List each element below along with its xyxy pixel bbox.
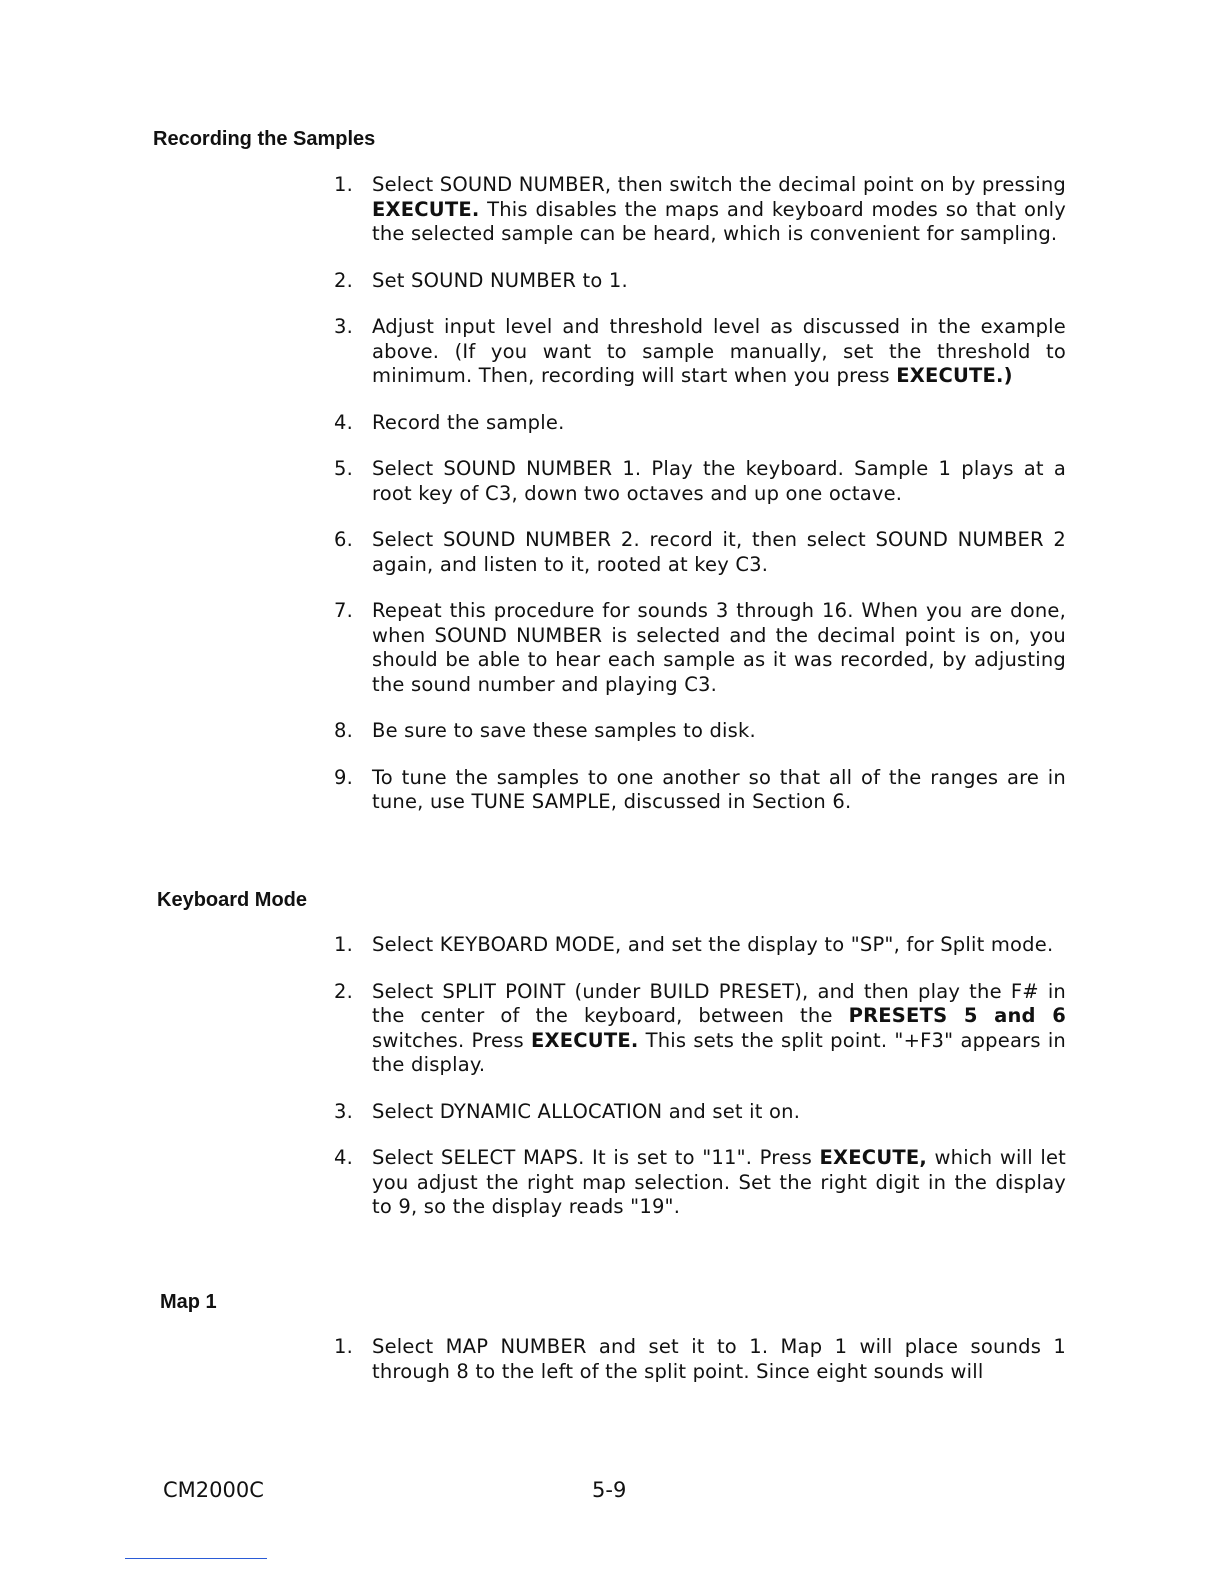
item-number: 7. <box>334 599 354 622</box>
list-item <box>334 1100 1066 1125</box>
item-text: Select DYNAMIC ALLOCATION and set it on. <box>372 1099 801 1123</box>
list-item <box>334 457 1066 506</box>
item-number: 4. <box>334 1146 354 1169</box>
list-item <box>334 980 1066 1078</box>
item-number: 9. <box>334 765 354 789</box>
list-item <box>334 933 1066 958</box>
item-text: Select SPLIT POINT (under BUILD PRESET), and then play the F# in the center of the keyboard, between the PRESETS 5 and 6 switches. Press EXECUTE. This sets the split point. "+F3" appears in the display. <box>372 979 1066 1076</box>
section-heading-recording-samples: Recording the Samples <box>153 128 376 150</box>
page-number: 5-9 <box>592 1478 627 1502</box>
section-heading-keyboard-mode: Keyboard Mode <box>157 889 308 911</box>
item-number: 4. <box>334 410 354 434</box>
footer-rule <box>125 1558 267 1559</box>
list-item <box>334 269 1066 294</box>
map-1-steps-list <box>334 1335 1066 1406</box>
item-number: 1. <box>334 173 354 196</box>
document-code: CM2000C <box>163 1478 264 1502</box>
item-number: 2. <box>334 268 354 292</box>
list-item <box>334 173 1066 247</box>
item-text: Set SOUND NUMBER to 1. <box>372 268 628 292</box>
item-number: 3. <box>334 1099 354 1123</box>
list-item <box>334 719 1066 744</box>
list-item <box>334 599 1066 697</box>
item-number: 5. <box>334 457 354 480</box>
item-text: Adjust input level and threshold level as discussed in the example above. (If you want to sample manually, set the threshold to minimum. Then, recording will start when you press EXECUTE.) <box>372 315 1066 387</box>
list-item <box>334 528 1066 577</box>
item-number: 2. <box>334 979 354 1003</box>
item-number: 3. <box>334 315 354 338</box>
item-text: Select KEYBOARD MODE, and set the display to "SP", for Split mode. <box>372 933 1054 956</box>
item-number: 1. <box>334 933 354 956</box>
section-heading-map-1: Map 1 <box>160 1291 217 1313</box>
item-text: Record the sample. <box>372 410 565 434</box>
item-text: Select MAP NUMBER and set it to 1. Map 1 will place sounds 1 through 8 to the left of the split point. Since eight sounds will <box>372 1335 1066 1383</box>
item-number: 1. <box>334 1335 354 1358</box>
list-item <box>334 1335 1066 1384</box>
recording-steps-list <box>334 173 1066 837</box>
list-item <box>334 766 1066 815</box>
list-item <box>334 1146 1066 1220</box>
list-item <box>334 411 1066 436</box>
item-text: Select SOUND NUMBER 1. Play the keyboard. Sample 1 plays at a root key of C3, down two octaves and up one octave. <box>372 457 1066 505</box>
keyboard-mode-steps-list <box>334 933 1066 1242</box>
item-number: 8. <box>334 719 354 742</box>
list-item <box>334 315 1066 389</box>
item-text: Be sure to save these samples to disk. <box>372 719 756 742</box>
item-text: Select SOUND NUMBER, then switch the decimal point on by pressing EXECUTE. This disables the maps and keyboard modes so that only the selected sample can be heard, which is convenient for sampling. <box>372 173 1066 245</box>
item-text: Select SELECT MAPS. It is set to "11". Press EXECUTE, which will let you adjust the right map selection. Set the right digit in the display to 9, so the display reads "19". <box>372 1146 1066 1218</box>
item-number: 6. <box>334 528 354 551</box>
item-text: Select SOUND NUMBER 2. record it, then select SOUND NUMBER 2 again, and listen to it, rooted at key C3. <box>372 528 1066 576</box>
item-text: Repeat this procedure for sounds 3 through 16. When you are done, when SOUND NUMBER is selected and the decimal point is on, you should be able to hear each sample as it was recorded, by adjusting the sound number and playing C3. <box>372 599 1066 696</box>
item-text: To tune the samples to one another so that all of the ranges are in tune, use TUNE SAMPLE, discussed in Section 6. <box>372 765 1066 813</box>
